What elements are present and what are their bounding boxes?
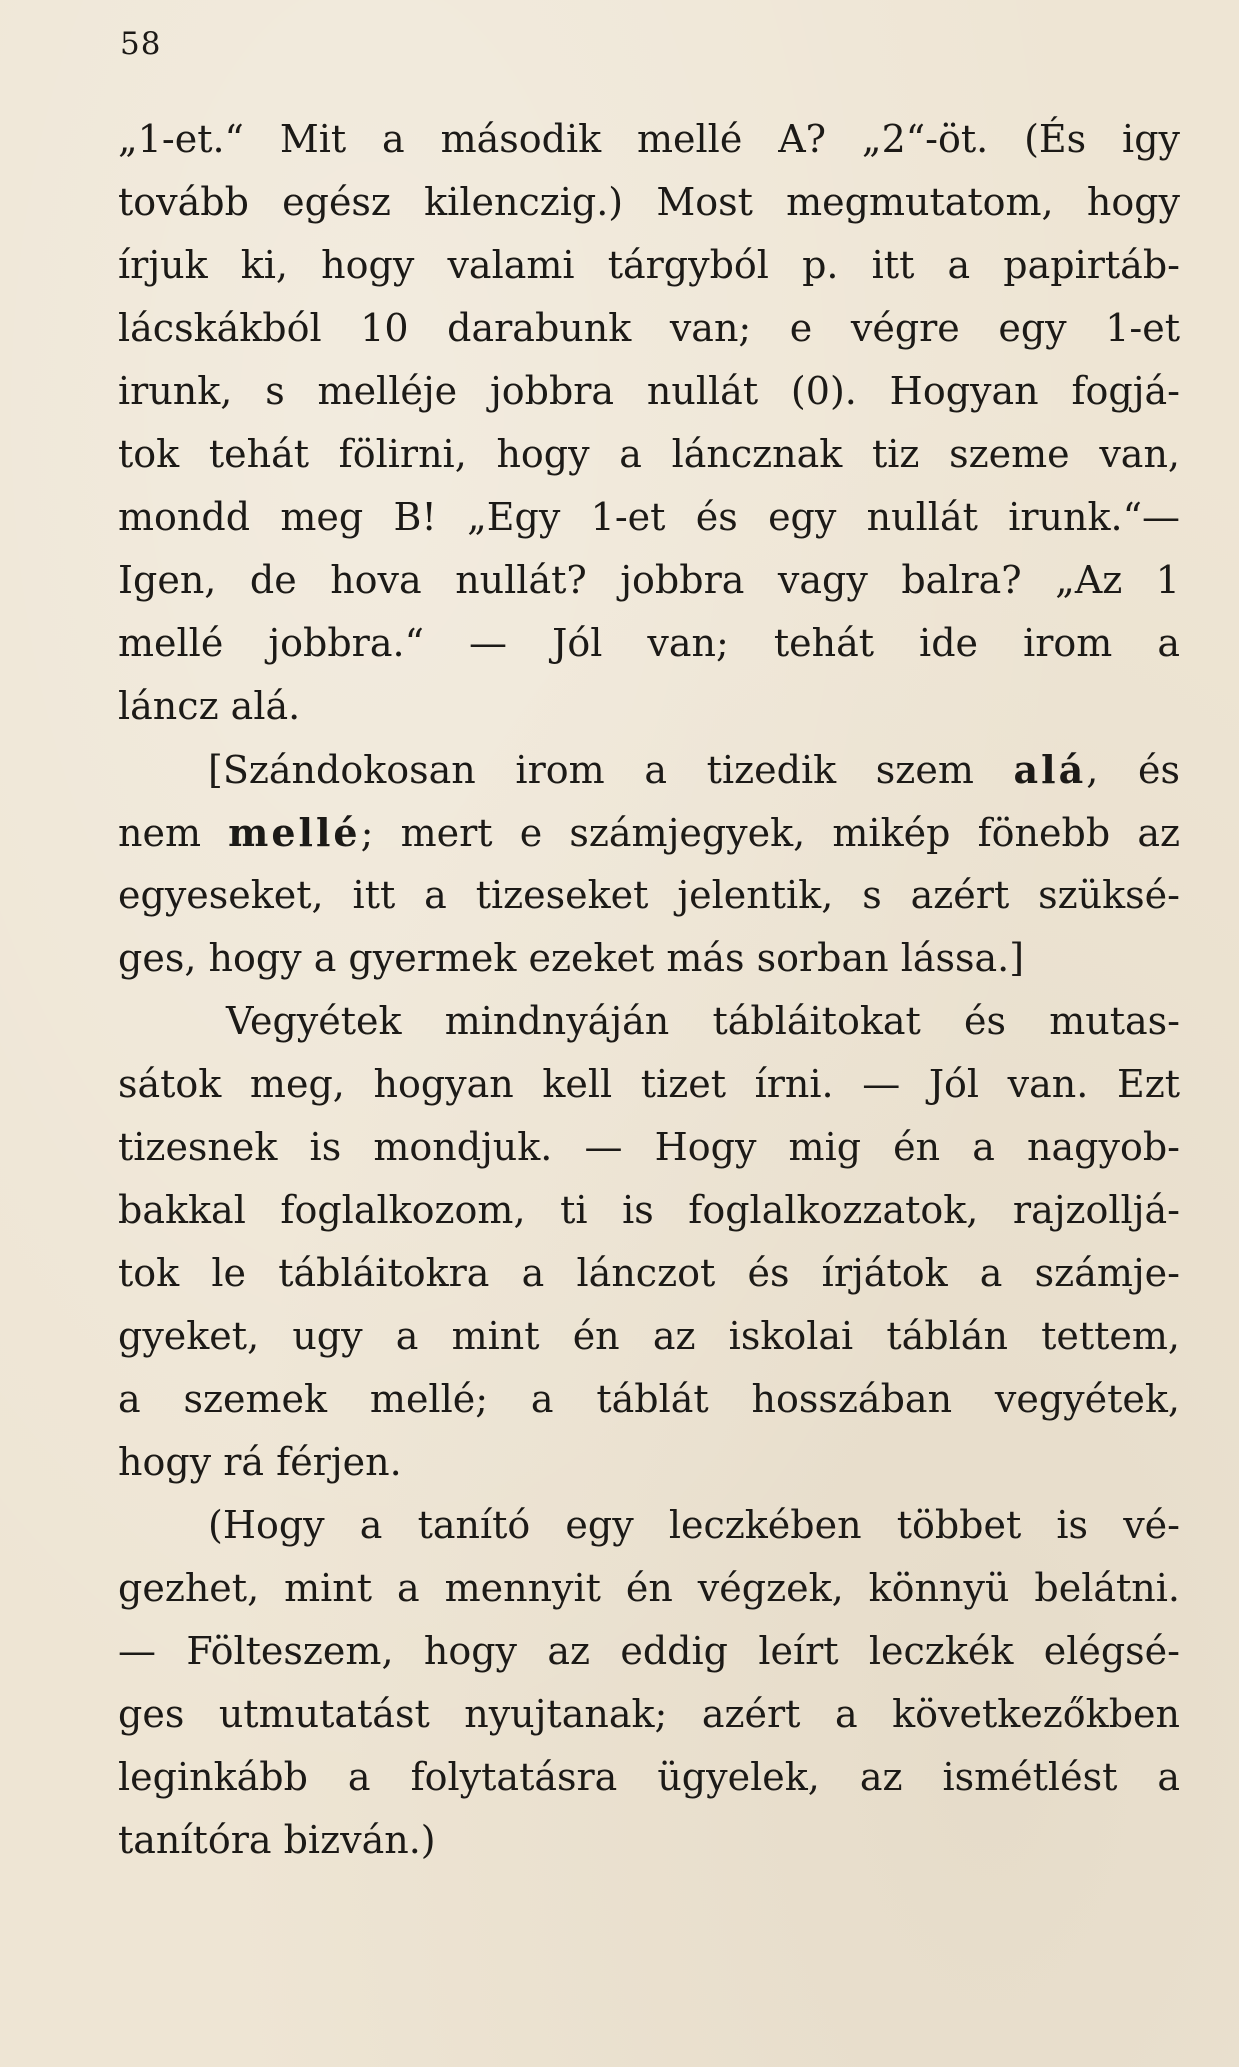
text-line: gezhet, mint a mennyit én végzek, könnyü belátni. <box>118 1566 1180 1610</box>
emphasized-word: alá <box>1013 747 1087 792</box>
text-line: láncz alá. <box>118 684 301 728</box>
text-line: a szemek mellé; a táblát hosszában vegyétek, <box>118 1377 1180 1421</box>
text-line: ges, hogy a gyermek ezeket más sorban lássa.] <box>118 936 1025 980</box>
page-number: 58 <box>120 26 162 62</box>
text-fragment: nem <box>118 811 229 855</box>
text-line-emphasis <box>118 801 1180 864</box>
text-line: gyeket, ugy a mint én az iskolai táblán tettem, <box>118 1314 1180 1358</box>
text-fragment: , és <box>1086 748 1180 792</box>
text-fragment: ; mert e számjegyek, mikép fönebb az <box>360 811 1180 855</box>
text-line: leginkább a folytatásra ügyelek, az ismétlést a <box>118 1755 1180 1799</box>
text-line: tok tehát fölirni, hogy a láncznak tiz szeme van, <box>118 432 1180 476</box>
text-line: sátok meg, hogyan kell tizet írni. — Jól van. Ezt <box>118 1062 1180 1106</box>
text-line: tanítóra bizván.) <box>118 1818 436 1862</box>
text-line: egyeseket, itt a tizeseket jelentik, s azért szüksé- <box>118 873 1180 917</box>
text-line: tovább egész kilenczig.) Most megmutatom, hogy <box>118 180 1180 224</box>
text-line: tizesnek is mondjuk. — Hogy mig én a nagyob- <box>118 1125 1180 1169</box>
text-line: — Fölteszem, hogy az eddig leírt leczkék elégsé- <box>118 1629 1180 1673</box>
text-line: hogy rá férjen. <box>118 1440 402 1484</box>
text-line: irunk, s melléje jobbra nullát (0). Hogyan fogjá- <box>118 369 1180 413</box>
text-line: mellé jobbra.“ — Jól van; tehát ide irom a <box>118 621 1180 665</box>
text-line: tok le tábláitokra a lánczot és írjátok a számje- <box>118 1251 1180 1295</box>
text-line: lácskákból 10 darabunk van; e végre egy 1-et <box>118 306 1180 350</box>
text-fragment: [Szándokosan irom a tizedik szem <box>208 748 1014 792</box>
text-line: (Hogy a tanító egy leczkében többet is vé- <box>208 1503 1180 1547</box>
text-line: mondd meg B! „Egy 1-et és egy nullát irunk.“— <box>118 495 1180 539</box>
text-line: bakkal foglalkozom, ti is foglalkozzatok, rajzolljá- <box>118 1188 1180 1232</box>
text-line: Vegyétek mindnyáján tábláitokat és mutas- <box>226 999 1180 1043</box>
body-text <box>118 108 1180 1872</box>
text-line-emphasis <box>118 738 1180 801</box>
text-line: Igen, de hova nullát? jobbra vagy balra? „Az 1 <box>118 558 1180 602</box>
text-line: írjuk ki, hogy valami tárgyból p. itt a papirtáb- <box>118 243 1180 287</box>
emphasized-word: mellé <box>228 810 361 855</box>
text-line: ges utmutatást nyujtanak; azért a következőkben <box>118 1692 1180 1736</box>
text-line: „1-et.“ Mit a második mellé A? „2“-öt. (És igy <box>118 117 1180 161</box>
